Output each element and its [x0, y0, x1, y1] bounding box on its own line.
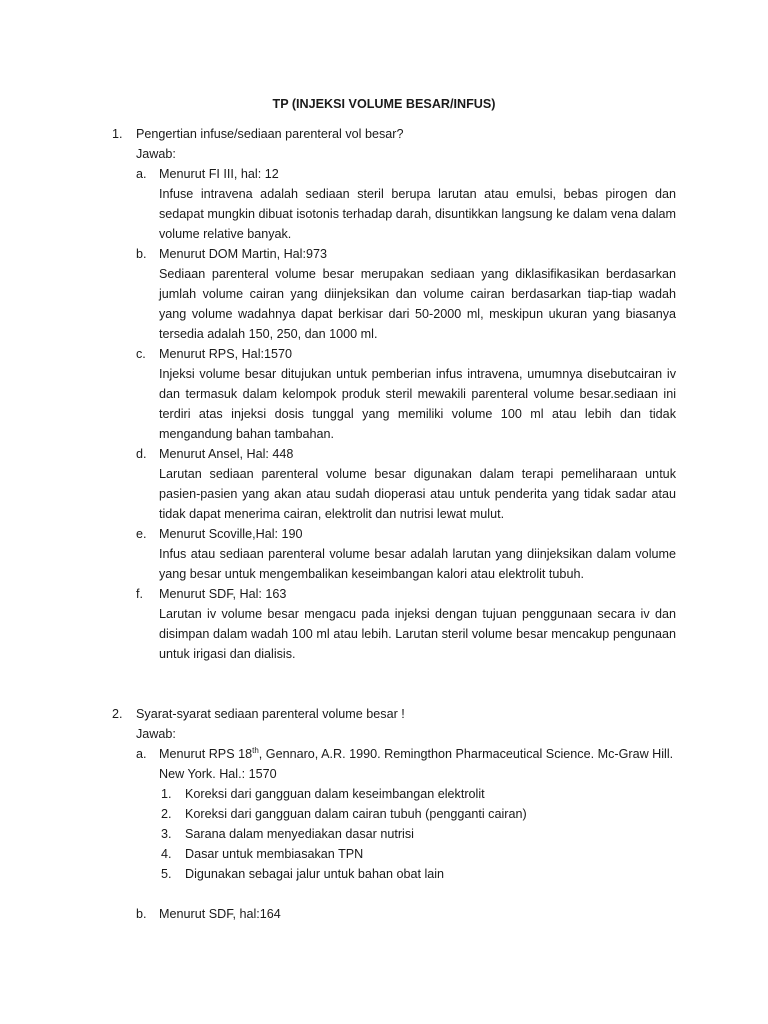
item-definition: Larutan iv volume besar mengacu pada injeksi dengan tujuan penggunaan secara iv dan disimpan dalam wadah 100 ml atau lebih. Larutan steril volume besar mencakup pengunaan untuk irigasi dan dialisis.	[159, 607, 676, 661]
answer-label: Jawab:	[136, 727, 176, 741]
list-item: Koreksi dari gangguan dalam keseimbangan elektrolit	[185, 787, 485, 801]
question-number: 1.	[112, 127, 123, 141]
list-number: 1.	[161, 787, 172, 801]
item-source: Menurut SDF, Hal: 163	[159, 587, 287, 601]
list-number: 4.	[161, 847, 172, 861]
item-letter: e.	[136, 527, 147, 541]
answer-label: Jawab:	[136, 147, 176, 161]
question-text: Pengertian infuse/sediaan parenteral vol besar?	[136, 127, 404, 141]
item-letter: c.	[136, 347, 146, 361]
item-definition: Sediaan parenteral volume besar merupakan sediaan yang diklasifikasikan berdasarkan jumlah volume cairan yang diinjeksikan dan volume cairan berdasarkan tiap-tiap wadah yang volume wadahnya dapat berkisar dari 50-2000 ml, meskipun ukuran yang biasanya tersedia adalah 150, 250, dan 1000 ml.	[159, 267, 676, 341]
item-letter: a.	[136, 167, 147, 181]
question-text: Syarat-syarat sediaan parenteral volume besar !	[136, 707, 405, 721]
item-definition: Infuse intravena adalah sediaan steril berupa larutan atau emulsi, bebas pirogen dan sedapat mungkin dibuat isotonis terhadap darah, disuntikkan langsung ke dalam vena dalam volume relative banyak.	[159, 187, 676, 241]
item-letter: d.	[136, 447, 147, 461]
document-title: TP (INJEKSI VOLUME BESAR/INFUS)	[272, 97, 496, 111]
item-source: Menurut Scoville,Hal: 190	[159, 527, 303, 541]
list-item: Dasar untuk membiasakan TPN	[185, 847, 364, 861]
reference-citation	[159, 744, 679, 764]
item-source: Menurut SDF, hal:164	[159, 907, 281, 921]
reference-text: , Gennaro, A.R. 1990. Remingthon Pharmaceutical Science. Mc-Graw Hill.	[258, 747, 674, 761]
list-item: Digunakan sebagai jalur untuk bahan obat lain	[185, 867, 445, 881]
item-source: Menurut DOM Martin, Hal:973	[159, 247, 327, 261]
item-source: Menurut RPS, Hal:1570	[159, 347, 293, 361]
reference-superscript: th	[252, 745, 259, 755]
item-source: Menurut Ansel, Hal: 448	[159, 447, 294, 461]
question-number: 2.	[112, 707, 123, 721]
item-letter: a.	[136, 747, 147, 761]
item-definition: Injeksi volume besar ditujukan untuk pemberian infus intravena, umumnya disebutcairan iv dan termasuk dalam kelompok produk steril mewakili parenteral volume besar.sediaan ini terdiri atas injeksi dosis tunggal yang memiliki volume 100 ml atau lebih dan tidak mengandung bahan tambahan.	[159, 367, 676, 441]
reference-text: Menurut RPS 18	[159, 747, 253, 761]
list-item: Sarana dalam menyediakan dasar nutrisi	[185, 827, 414, 841]
list-number: 5.	[161, 867, 172, 881]
item-letter: b.	[136, 247, 147, 261]
list-number: 2.	[161, 807, 172, 821]
list-item: Koreksi dari gangguan dalam cairan tubuh (pengganti cairan)	[185, 807, 527, 821]
item-letter: b.	[136, 907, 147, 921]
item-definition: Infus atau sediaan parenteral volume besar adalah larutan yang diinjeksikan dalam volume yang besar untuk mengembalikan keseimbangan kalori atau elektrolit tubuh.	[159, 547, 676, 581]
reference-citation-line2: New York. Hal.: 1570	[159, 767, 277, 781]
list-number: 3.	[161, 827, 172, 841]
item-source: Menurut FI III, hal: 12	[159, 167, 279, 181]
item-definition: Larutan sediaan parenteral volume besar digunakan dalam terapi pemeliharaan untuk pasien-pasien yang akan atau sudah dioperasi atau untuk penderita yang tidak sadar atau tidak dapat menerima cairan, elektrolit dan nutrisi lewat mulut.	[159, 467, 676, 521]
item-letter: f.	[136, 587, 143, 601]
